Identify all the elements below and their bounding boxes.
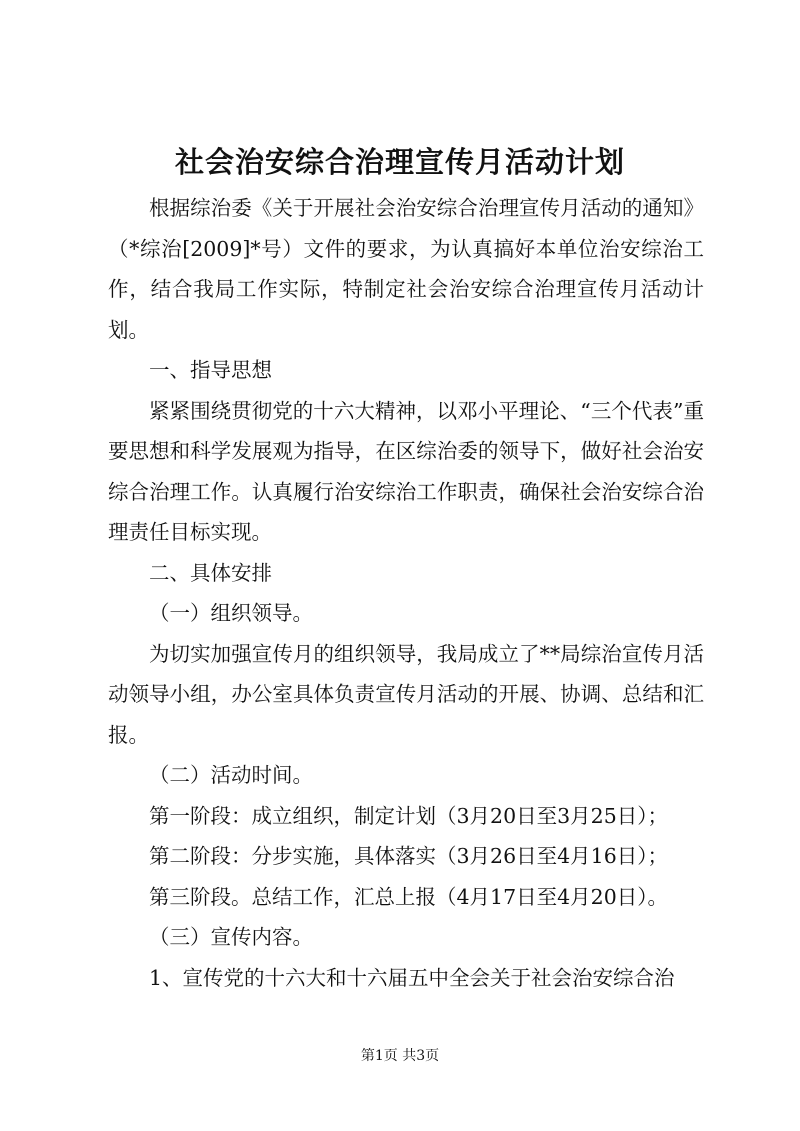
document-body — [108, 188, 704, 998]
subheading-activity-time: （二）活动时间。 — [149, 763, 313, 787]
page-footer: 第1页 共3页 — [360, 1048, 440, 1064]
subheading-publicity-content: （三）宣传内容。 — [149, 925, 313, 949]
document-title: 社会治安综合治理宣传月活动计划 — [174, 145, 625, 179]
subheading-organization: （一）组织领导。 — [149, 601, 313, 625]
paragraph-intro: 根据综治委《关于开展社会治安综合治理宣传月活动的通知》（*综治[2009]*号）文件的要求，为认真搞好本单位治安综治工作，结合我局工作实际，特制定社会治安综合治理宣传月活动计划。 — [108, 196, 704, 342]
stage-one: 第一阶段：成立组织，制定计划（3月20日至3月25日）； — [149, 803, 669, 828]
paragraph-publicity-item-1: 1、宣传党的十六大和十六届五中全会关于社会治安综合治 — [149, 965, 675, 990]
paragraph-guiding-thought: 紧紧围绕贯彻党的十六大精神，以邓小平理论、“三个代表”重要思想和科学发展观为指导，在区综治委的领导下，做好社会治安综合治理工作。认真履行治安综治工作职责，确保社会治安综合治理责任目标实现。 — [108, 398, 704, 544]
heading-guiding-thought: 一、指导思想 — [149, 358, 272, 382]
paragraph-organization: 为切实加强宣传月的组织领导，我局成立了**局综治宣传月活动领导小组，办公室具体负责宣传月活动的开展、协调、总结和汇报。 — [108, 641, 704, 747]
stage-three: 第三阶段。总结工作，汇总上报（4月17日至4月20日）。 — [149, 884, 669, 909]
stage-two: 第二阶段：分步实施，具体落实（3月26日至4月16日）； — [149, 844, 669, 868]
heading-specific-arrangements: 二、具体安排 — [149, 560, 272, 585]
